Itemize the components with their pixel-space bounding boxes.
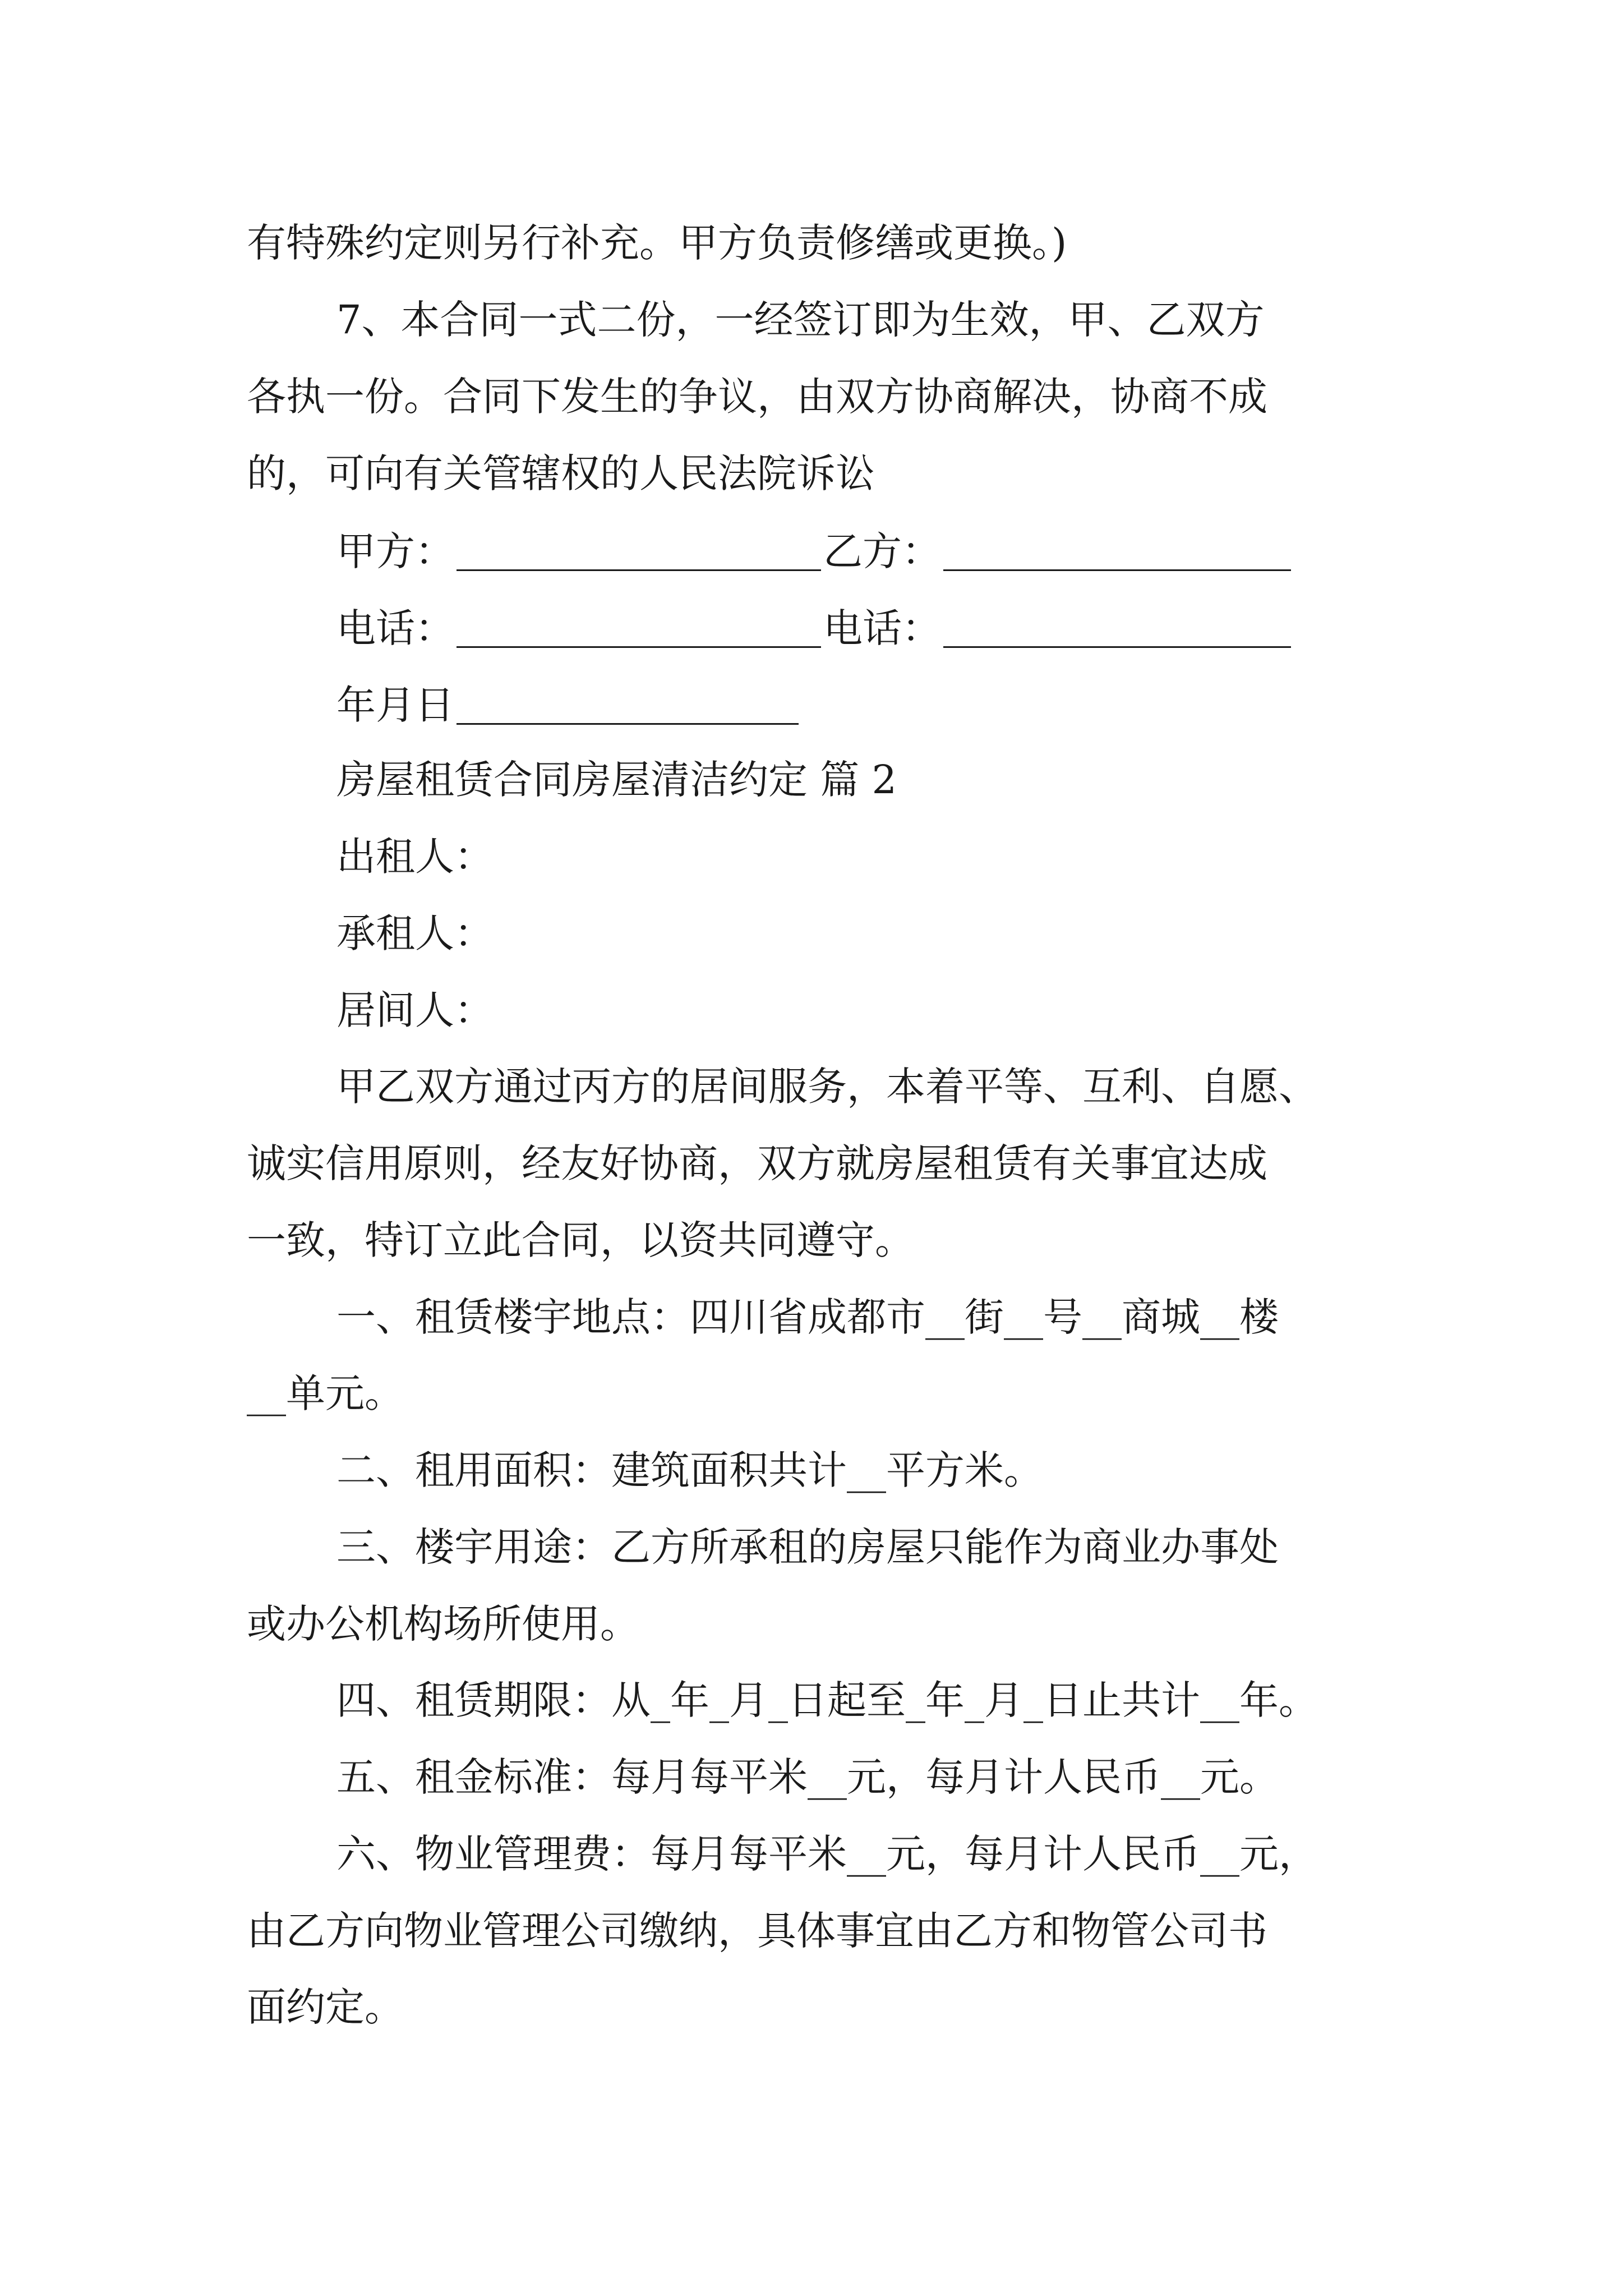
paragraph-line: 甲乙双方通过丙方的居间服务，本着平等、互利、自愿、 bbox=[336, 1064, 1318, 1110]
clause-management-fee-cont: 由乙方向物业管理公司缴纳，具体事宜由乙方和物管公司书 bbox=[247, 1908, 1267, 1954]
party-b-blank bbox=[943, 530, 1291, 571]
clause-area: 二、租用面积：建筑面积共计__平方米。 bbox=[336, 1447, 1043, 1493]
lessor-label: 出租人： bbox=[336, 834, 494, 880]
clause-rent: 五、租金标准：每月每平米__元，每月计人民币__元。 bbox=[336, 1754, 1279, 1800]
signature-row-party bbox=[336, 528, 1293, 574]
clause-management-fee-end: 面约定。 bbox=[247, 1984, 404, 2030]
paragraph-line: 各执一份。合同下发生的争议，由双方协商解决，协商不成 bbox=[247, 374, 1267, 420]
clause-purpose-cont: 或办公机构场所使用。 bbox=[247, 1601, 639, 1647]
paragraph-line: 7、本合同一式二份，一经签订即为生效，甲、乙双方 bbox=[336, 297, 1265, 343]
date-label: 年月日 bbox=[336, 682, 454, 728]
party-b-label: 乙方： bbox=[823, 528, 941, 574]
signature-row-phone bbox=[336, 605, 1293, 651]
clause-location-cont: __单元。 bbox=[247, 1370, 404, 1416]
clause-purpose: 三、楼宇用途：乙方所承租的房屋只能作为商业办事处 bbox=[336, 1524, 1279, 1570]
clause-management-fee: 六、物业管理费：每月每平米__元，每月计人民币__元， bbox=[336, 1831, 1318, 1877]
phone-a-label: 电话： bbox=[336, 605, 454, 651]
paragraph-line: 有特殊约定则另行补充。甲方负责修缮或更换。) bbox=[247, 220, 1067, 266]
paragraph-line: 一致，特订立此合同，以资共同遵守。 bbox=[247, 1217, 914, 1263]
clause-location: 一、租赁楼宇地点：四川省成都市__街__号__商城__楼 bbox=[336, 1294, 1279, 1340]
party-a-blank bbox=[457, 530, 821, 571]
date-blank bbox=[457, 684, 799, 725]
phone-b-blank bbox=[943, 607, 1291, 648]
paragraph-line: 的，可向有关管辖权的人民法院诉讼 bbox=[247, 450, 875, 496]
paragraph-line: 诚实信用原则，经友好协商，双方就房屋租赁有关事宜达成 bbox=[247, 1140, 1267, 1186]
phone-a-blank bbox=[457, 607, 821, 648]
signature-row-date bbox=[336, 682, 801, 728]
party-a-label: 甲方： bbox=[336, 528, 454, 574]
intermediary-label: 居间人： bbox=[336, 987, 494, 1033]
clause-term: 四、租赁期限：从_年_月_日起至_年_月_日止共计__年。 bbox=[336, 1677, 1318, 1723]
phone-b-label: 电话： bbox=[823, 605, 941, 651]
lessee-label: 承租人： bbox=[336, 910, 494, 956]
section-heading: 房屋租赁合同房屋清洁约定 篇 2 bbox=[336, 757, 897, 803]
